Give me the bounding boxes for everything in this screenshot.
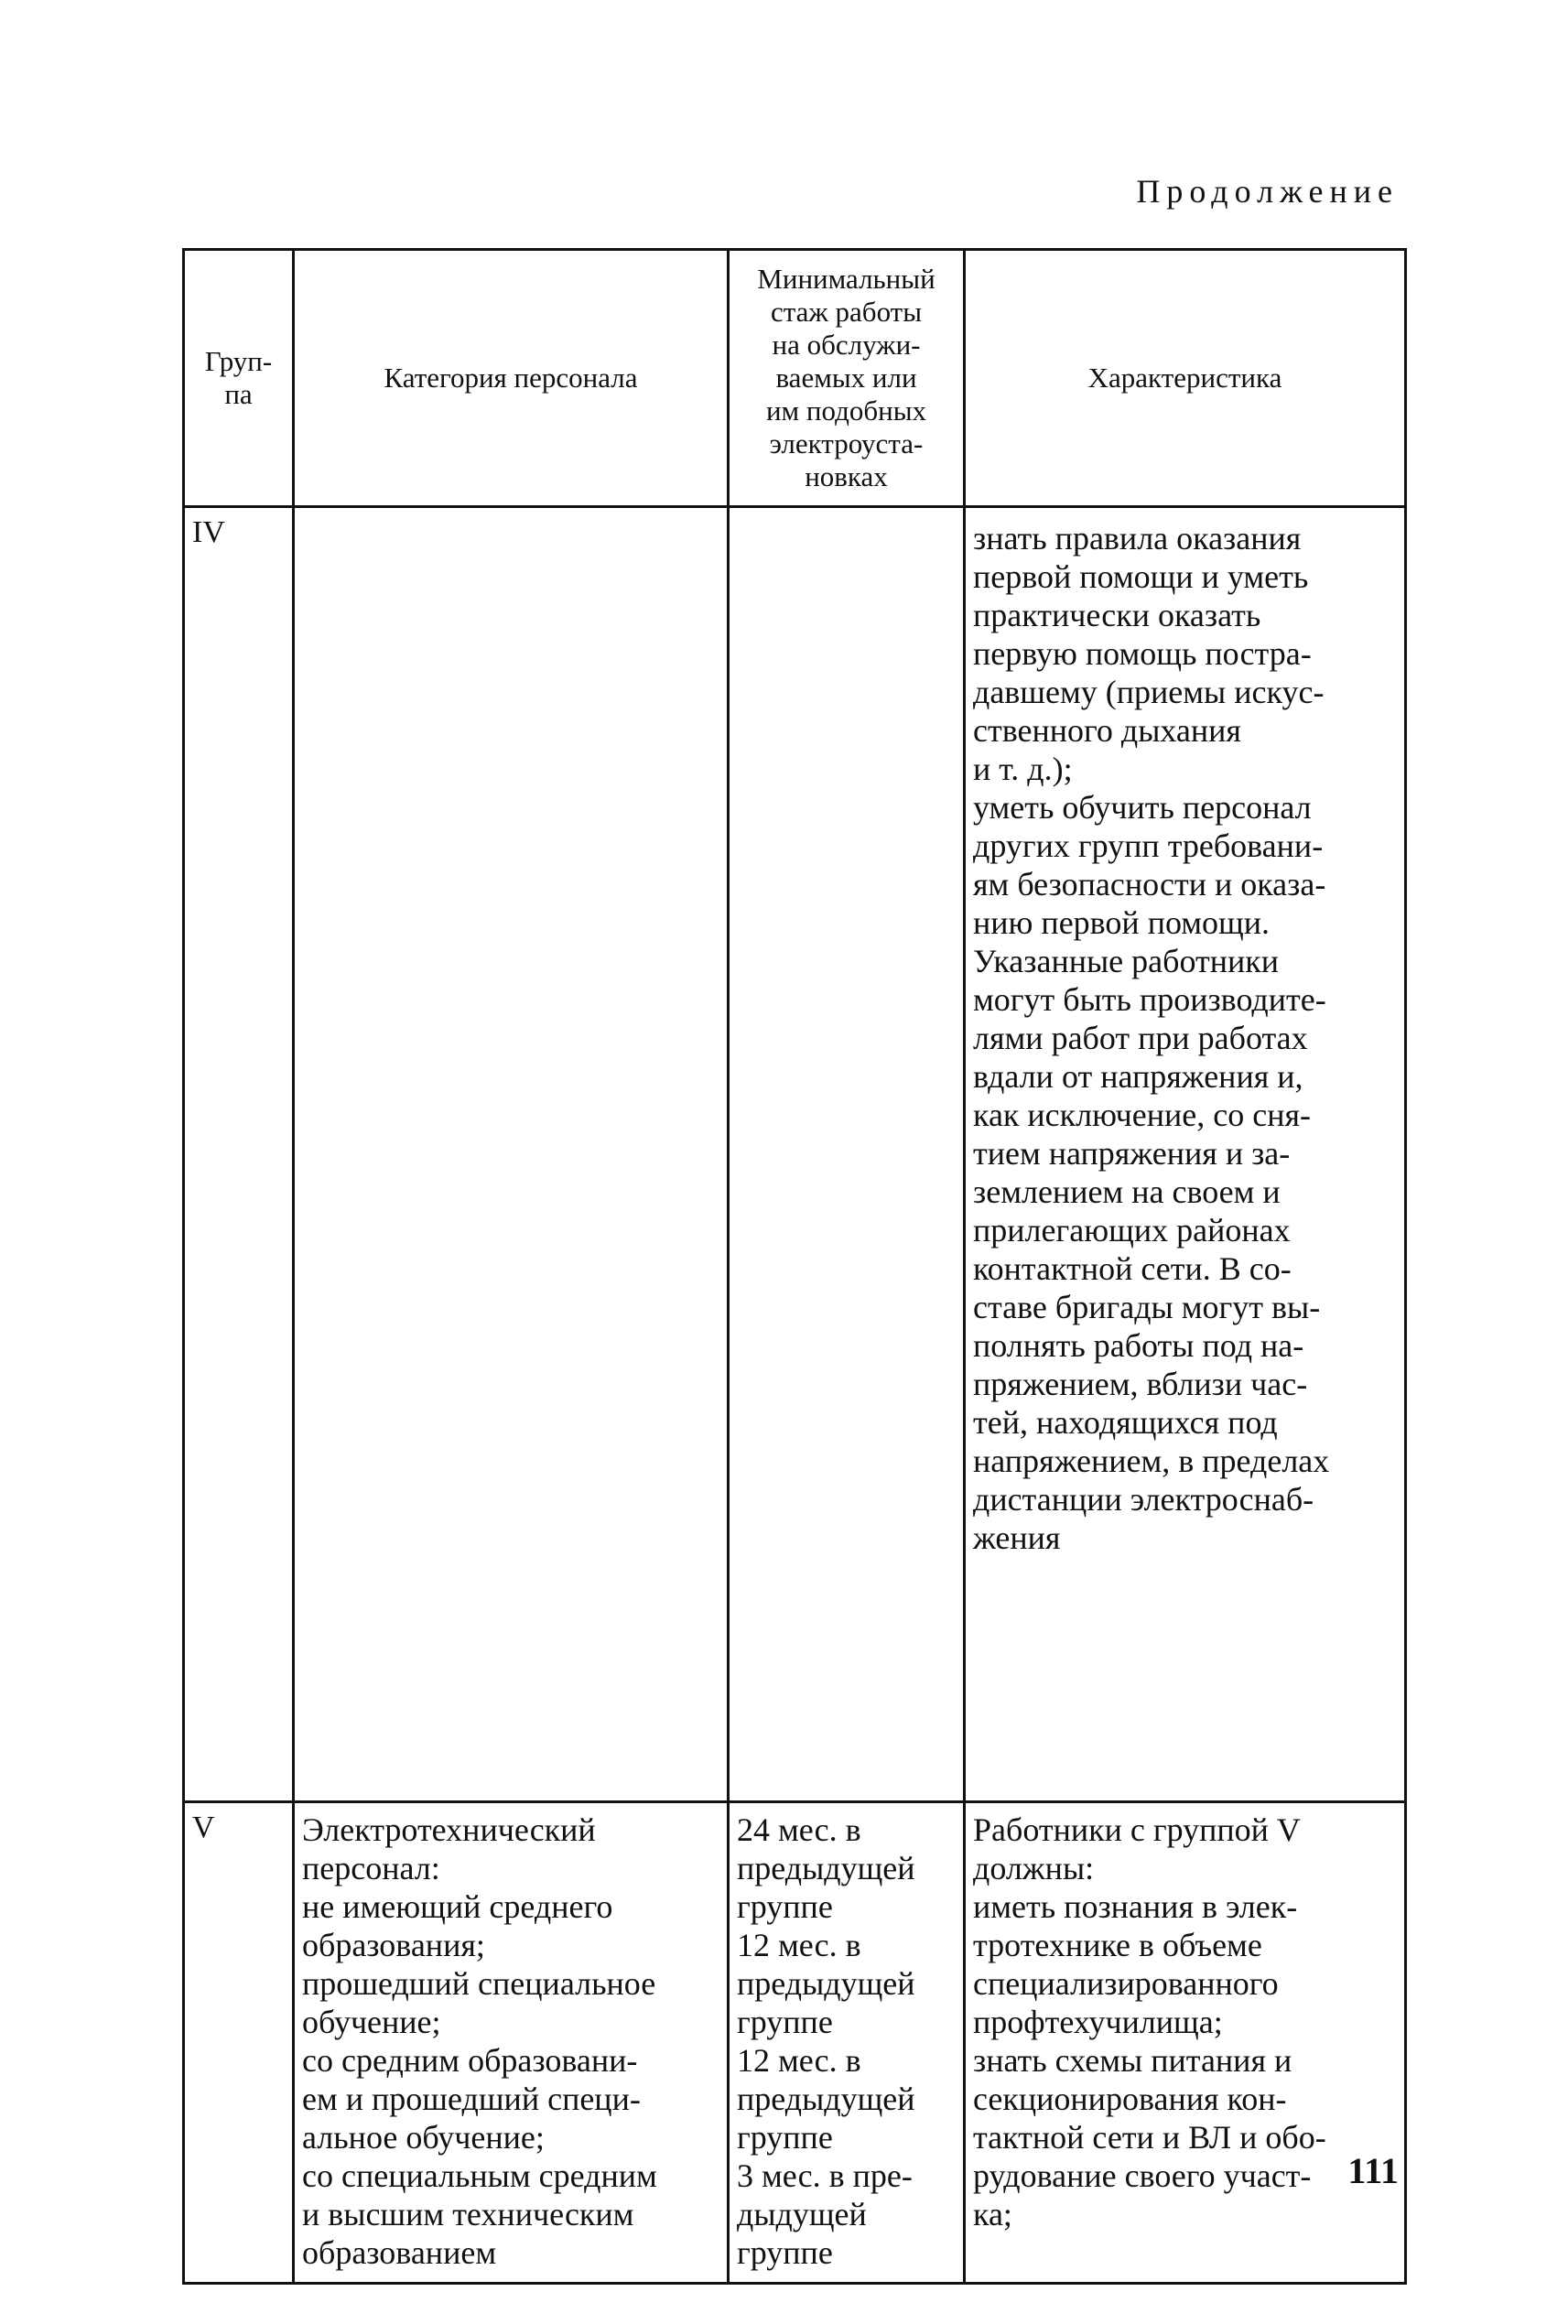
header-category-label: Категория персонала xyxy=(384,362,638,394)
header-category xyxy=(294,250,729,507)
group-cell: IV xyxy=(184,507,294,1802)
header-characteristic-label: Характеристика xyxy=(1087,362,1282,394)
header-characteristic xyxy=(965,250,1406,507)
characteristic-cell: знать правила оказания первой помощи и уметь практически оказать первую помощь постра- давшему (приемы искус- ственного дыхания и т. д.); уметь обучить персонал других групп требовани- ям безопасности и оказа- нию первой помощи. Указанные работники могут быть производите- лями работ при работах вдали от напряжения и, как исключение, со сня- тием напряжения и за- землением на своем и прилегающих районах контактной сети. В со- ставе бригады могут вы- полнять работы под на- пряжением, вблизи час- тей, находящихся под напряжением, в пределах дистанции электроснаб- жения xyxy=(965,507,1406,1802)
category-cell xyxy=(294,507,729,1802)
table-header-row xyxy=(184,250,1406,507)
characteristic-cell: Работники с группой V должны: иметь познания в элек- тротехнике в объеме специализированного профтехучилища; знать схемы питания и секционирования кон- тактной сети и ВЛ и обо- рудование своего участ- ка; xyxy=(965,1802,1406,2284)
continuation-label: Продолжение xyxy=(1136,173,1399,210)
category-cell: Электротехнический персонал: не имеющий среднего образования; прошедший специальное обучение; со средним образовани- ем и прошедший специ- альное обучение; со специальным средним и высшим техническим образованием xyxy=(294,1802,729,2284)
experience-cell xyxy=(729,507,965,1802)
header-group-label: Груп- па xyxy=(204,345,273,410)
page-number: 111 xyxy=(1347,2150,1399,2191)
table-row xyxy=(184,1802,1406,2284)
header-group xyxy=(184,250,294,507)
table-row xyxy=(184,507,1406,1802)
personnel-groups-table xyxy=(182,248,1407,2285)
header-experience-label: Минимальный стаж работы на обслужи- ваемых или им подобных электроуста- новках xyxy=(757,263,935,492)
experience-cell: 24 мес. в предыдущей группе 12 мес. в предыдущей группе 12 мес. в предыдущей группе 3 мес. в пре- дыдущей группе xyxy=(729,1802,965,2284)
group-cell: V xyxy=(184,1802,294,2284)
header-experience xyxy=(729,250,965,507)
